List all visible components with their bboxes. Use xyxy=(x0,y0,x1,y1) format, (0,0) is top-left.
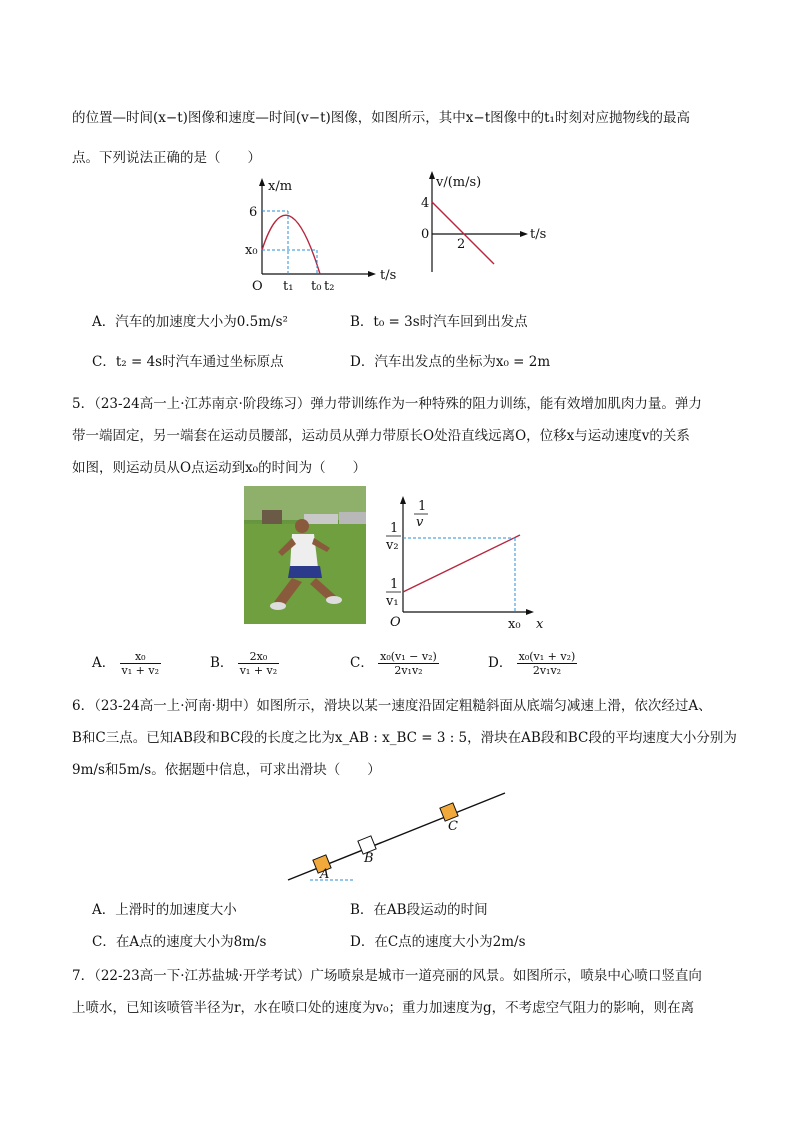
q4-option-a[interactable]: A．汽车的加速度大小为0.5m/s² xyxy=(92,314,288,330)
q5-tick-x0: x₀ xyxy=(508,617,521,632)
q4-stem-line-1: 的位置—时间(x−t)图像和速度—时间(v−t)图像，如图所示，其中x−t图像中的t₁时刻对应抛物线的最高 xyxy=(72,110,690,126)
q7-stem-line-2: 上喷水，已知该喷管半径为r，水在喷口处的速度为v₀；重力加速度为g，不考虑空气阻力的影响，则在离 xyxy=(72,1000,695,1016)
q6-option-d[interactable]: D．在C点的速度大小为2m/s xyxy=(350,934,526,950)
xt-tick-t2: t₂ xyxy=(324,279,335,294)
xt-origin: O xyxy=(252,279,263,294)
q4-stem-line-2: 点。下列说法正确的是（ ） xyxy=(72,150,261,166)
xt-y-label: x/m xyxy=(268,179,293,194)
q5-x-label: x xyxy=(536,617,544,632)
q6-stem-line-1: 6．（23-24高一上·河南·期中）如图所示，滑块以某一速度沿固定粗糙斜面从底端匀减速上滑，依次经过A、 xyxy=(72,698,712,714)
xt-tick-x0: x₀ xyxy=(245,243,258,258)
q4-option-b[interactable]: B．t₀ = 3s时汽车回到出发点 xyxy=(350,314,528,330)
q5-y-den: v xyxy=(416,515,424,530)
q5-option-a[interactable]: A． $\frac{\text{x₀}}{\text{v₁ + v₂}}$ xyxy=(92,650,160,677)
q5-stem-line-2: 带一端固定，另一端套在运动员腰部，运动员从弹力带原长O处沿直线远离O，位移x与运动速度v的关系 xyxy=(72,428,690,444)
q5-origin: O xyxy=(390,615,401,630)
q5-t1-den: v₁ xyxy=(386,594,399,609)
label-a: A xyxy=(320,867,330,882)
xt-x-label: t/s xyxy=(380,268,397,283)
q5-option-b[interactable]: B． $\frac{\text{2x₀}}{\text{v₁ + v₂}}$ xyxy=(210,650,278,677)
q6-stem-line-3: 9m/s和5m/s。依据题中信息，可求出滑块（ ） xyxy=(72,762,381,778)
label-c: C xyxy=(448,819,458,834)
q5-stem-line-3: 如图，则运动员从O点运动到x₀的时间为（ ） xyxy=(72,460,367,476)
vt-tick-4: 4 xyxy=(421,196,430,211)
q7-stem-line-1: 7．（22-23高一下·江苏盐城·开学考试）广场喷泉是城市一道亮丽的风景。如图所示，喷泉中心喷口竖直向 xyxy=(72,968,702,984)
vt-x-label: t/s xyxy=(530,227,547,242)
q5-t2-den: v₂ xyxy=(386,538,399,553)
vt-y-label: v/(m/s) xyxy=(436,175,482,190)
xt-tick-t0: t₀ xyxy=(311,279,322,294)
xt-tick-t1: t₁ xyxy=(283,279,294,294)
q5-option-c[interactable]: C． $\frac{\text{x₀(v₁ − v₂)}}{\text{2v₁v₂}}$ xyxy=(350,650,437,677)
q6-stem-line-2: B和C三点。已知AB段和BC段的长度之比为x_AB : x_BC = 3 : 5，滑块在AB段和BC段的平均速度大小分别为 xyxy=(72,730,737,746)
q5-stem-line-1: 5．（23-24高一上·江苏南京·阶段练习）弹力带训练作为一种特殊的阻力训练，能有效增加肌肉力量。弹力 xyxy=(72,396,702,412)
q5-t1-num: 1 xyxy=(390,577,399,592)
q5-y-num: 1 xyxy=(418,499,427,514)
q6-option-b[interactable]: B．在AB段运动的时间 xyxy=(350,902,488,918)
q5-t2-num: 1 xyxy=(390,521,399,536)
q4-option-c[interactable]: C．t₂ = 4s时汽车通过坐标原点 xyxy=(92,354,284,370)
q5-option-d[interactable]: D． $\frac{\text{x₀(v₁ + v₂)}}{\text{2v₁v₂}}$ xyxy=(488,650,576,677)
vt-tick-2: 2 xyxy=(457,237,466,252)
vt-tick-0: 0 xyxy=(421,227,430,242)
xt-tick-6: 6 xyxy=(249,205,258,220)
q4-option-d[interactable]: D．汽车出发点的坐标为x₀ = 2m xyxy=(350,354,551,370)
q6-option-c[interactable]: C．在A点的速度大小为8m/s xyxy=(92,934,267,950)
q6-option-a[interactable]: A．上滑时的加速度大小 xyxy=(92,902,237,918)
label-b: B xyxy=(364,851,374,866)
